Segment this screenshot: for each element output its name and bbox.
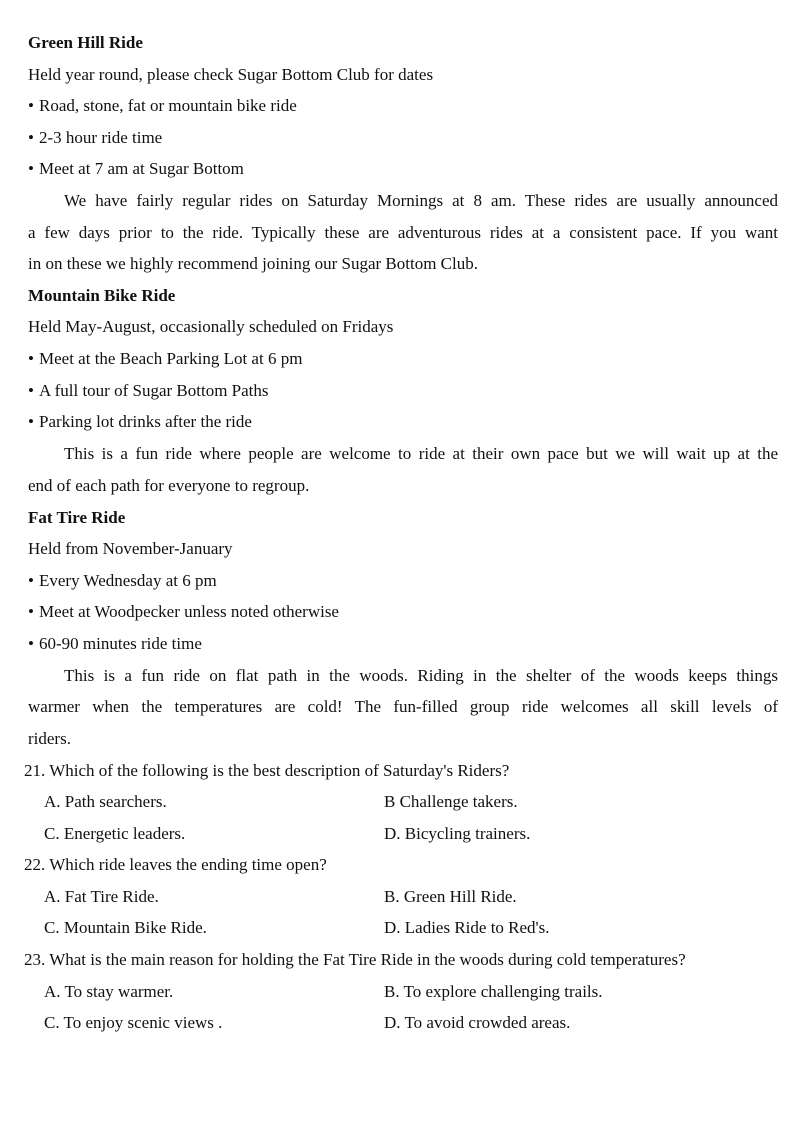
paragraph-line: This is a fun ride where people are welcome to ride at their own pace but we will wait up at the	[64, 444, 778, 463]
option-23-c: C. To enjoy scenic views .	[44, 1013, 223, 1032]
bullet-item: • 60-90 minutes ride time	[28, 628, 778, 660]
paragraph-line: end of each path for everyone to regroup.	[28, 476, 310, 495]
paragraph-line: We have fairly regular rides on Saturday Mornings at 8 am. These rides are usually announced	[64, 191, 778, 210]
paragraph-line: This is a fun ride on flat path in the woods. Riding in the shelter of the woods keeps things	[64, 666, 778, 685]
paragraph-line: a few days prior to the ride. Typically these are adventurous rides at a consistent pace. If you want	[28, 223, 778, 242]
option-22-a: A. Fat Tire Ride.	[44, 887, 159, 906]
section-title-green-hill: Green Hill Ride	[28, 33, 143, 52]
option-23-b: B. To explore challenging trails.	[384, 982, 603, 1001]
bullet-item: • Parking lot drinks after the ride	[28, 406, 778, 438]
bullet-item: • Meet at the Beach Parking Lot at 6 pm	[28, 343, 778, 375]
question-23: 23. What is the main reason for holding the Fat Tire Ride in the woods during cold temperatures?	[24, 950, 686, 969]
bullet-item: • Meet at Woodpecker unless noted otherwise	[28, 596, 778, 628]
option-22-d: D. Ladies Ride to Red's.	[384, 918, 550, 937]
option-21-a: A. Path searchers.	[44, 792, 167, 811]
question-22: 22. Which ride leaves the ending time open?	[24, 855, 327, 874]
option-21-d: D. Bicycling trainers.	[384, 824, 531, 843]
section-schedule-fat-tire: Held from November-January	[28, 539, 233, 558]
section-title-mountain-bike: Mountain Bike Ride	[28, 286, 176, 305]
option-22-b: B. Green Hill Ride.	[384, 887, 517, 906]
option-23-a: A. To stay warmer.	[44, 982, 174, 1001]
paragraph-line: warmer when the temperatures are cold! The fun-filled group ride welcomes all skill levels of	[28, 697, 778, 716]
bullet-item: • Meet at 7 am at Sugar Bottom	[28, 153, 778, 185]
section-title-fat-tire: Fat Tire Ride	[28, 508, 126, 527]
section-schedule-mountain-bike: Held May-August, occasionally scheduled on Fridays	[28, 317, 394, 336]
bullet-item: • Every Wednesday at 6 pm	[28, 565, 778, 597]
option-21-b: B Challenge takers.	[384, 792, 518, 811]
paragraph-line: in on these we highly recommend joining our Sugar Bottom Club.	[28, 254, 478, 273]
paragraph-line: riders.	[28, 729, 71, 748]
option-21-c: C. Energetic leaders.	[44, 824, 186, 843]
bullet-item: • 2-3 hour ride time	[28, 122, 778, 154]
bullet-item: • A full tour of Sugar Bottom Paths	[28, 375, 778, 407]
option-22-c: C. Mountain Bike Ride.	[44, 918, 207, 937]
section-schedule-green-hill: Held year round, please check Sugar Bottom Club for dates	[28, 65, 434, 84]
option-23-d: D. To avoid crowded areas.	[384, 1013, 571, 1032]
question-21: 21. Which of the following is the best description of Saturday's Riders?	[24, 761, 510, 780]
bullet-item: • Road, stone, fat or mountain bike ride	[28, 90, 778, 122]
